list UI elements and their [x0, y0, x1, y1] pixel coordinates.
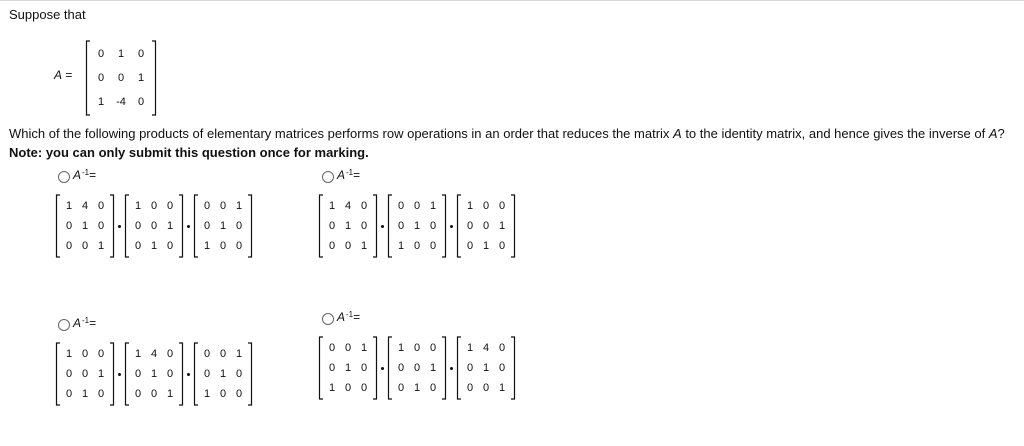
matrix-cell: 0: [235, 240, 243, 252]
matrix-cell: 1: [413, 382, 421, 394]
matrix-cell: 0: [344, 382, 352, 394]
matrix-cell: 0: [97, 48, 105, 60]
matrix-cell: 1: [203, 388, 211, 400]
option-4-label[interactable]: [322, 310, 360, 325]
option-label-var: A: [73, 168, 82, 182]
matrix-cell: 0: [482, 382, 490, 394]
matrix-cell: 0: [134, 368, 142, 380]
option-4-matrix-2: [387, 336, 447, 400]
matrix-cell: 1: [65, 348, 73, 360]
matrix-cell: 0: [65, 240, 73, 252]
matrix-cell: 0: [344, 342, 352, 354]
option-label-exponent: -1: [346, 168, 354, 177]
option-2-label[interactable]: [322, 168, 360, 183]
option-label-eq: =: [89, 316, 97, 330]
matrix-cell: 0: [429, 342, 437, 354]
option-label-eq: =: [89, 168, 97, 182]
matrix-cell: 1: [344, 220, 352, 232]
matrix-cell: 1: [81, 220, 89, 232]
matrix-cell: 0: [466, 382, 474, 394]
option-label-exponent: -1: [82, 168, 90, 177]
matrix-cell: 0: [360, 220, 368, 232]
question-part-3: ?: [997, 126, 1005, 141]
option-1-radio[interactable]: [58, 171, 70, 183]
matrix-cell: 0: [81, 240, 89, 252]
matrix-cell: 0: [413, 362, 421, 374]
matrix-cell: 0: [466, 240, 474, 252]
matrix-cell: 1: [219, 368, 227, 380]
option-label-exponent: -1: [346, 310, 354, 319]
option-3-matrix-2: [124, 342, 184, 406]
matrix-cell: 0: [81, 348, 89, 360]
matrix-cell: 0: [413, 342, 421, 354]
matrix-cell: 1: [498, 220, 506, 232]
matrix-cell: 0: [65, 388, 73, 400]
product-dot: [118, 373, 121, 376]
note-text: Note: you can only submit this question once for marking.: [9, 145, 369, 160]
matrix-cell: 1: [498, 382, 506, 394]
matrix-cell: 0: [413, 200, 421, 212]
matrix-cell: 1: [235, 200, 243, 212]
matrix-cell: 0: [117, 72, 125, 84]
matrix-cell: 1: [466, 342, 474, 354]
question-part-2: to the identity matrix, and hence gives the inverse of: [681, 126, 989, 141]
matrix-cell: 0: [203, 348, 211, 360]
option-1-matrix-2: [124, 194, 184, 258]
option-label-eq: =: [353, 168, 361, 182]
matrix-cell: 0: [498, 200, 506, 212]
matrix-cell: 1: [65, 200, 73, 212]
matrix-cell: 0: [360, 362, 368, 374]
product-dot: [381, 367, 384, 370]
matrix-cell: 1: [166, 220, 174, 232]
matrix-cell: 0: [328, 240, 336, 252]
matrix-cell: 0: [150, 200, 158, 212]
matrix-cell: 0: [413, 240, 421, 252]
product-dot: [118, 225, 121, 228]
option-3-label[interactable]: [58, 316, 96, 331]
product-dot: [450, 367, 453, 370]
matrix-a-label: [54, 68, 72, 82]
option-1-label[interactable]: [58, 168, 96, 183]
matrix-cell: 0: [219, 388, 227, 400]
matrix-cell: 1: [482, 362, 490, 374]
matrix-cell: 1: [166, 388, 174, 400]
matrix-cell: 0: [397, 200, 405, 212]
matrix-cell: 1: [344, 362, 352, 374]
matrix-cell: 0: [498, 362, 506, 374]
matrix-cell: 1: [117, 48, 125, 60]
matrix-cell: 0: [203, 220, 211, 232]
option-label-var: A: [337, 310, 346, 324]
question-var-a2: A: [988, 126, 998, 141]
matrix-cell: 0: [360, 382, 368, 394]
question-var-a: A: [673, 126, 682, 141]
matrix-cell: 0: [203, 200, 211, 212]
matrix-cell: 0: [466, 362, 474, 374]
matrix-cell: 1: [134, 348, 142, 360]
matrix-cell: 0: [235, 220, 243, 232]
question-part-1: Which of the following products of elementary matrices performs row operations in an order that reduces the matrix: [9, 126, 674, 141]
matrix-cell: 0: [397, 362, 405, 374]
product-dot: [381, 225, 384, 228]
option-2-radio[interactable]: [322, 171, 334, 183]
option-label-var: A: [337, 168, 346, 182]
matrix-cell: 1: [328, 382, 336, 394]
matrix-cell: 1: [97, 368, 105, 380]
matrix-cell: 0: [397, 382, 405, 394]
matrix-cell: 0: [97, 220, 105, 232]
matrix-cell: 0: [328, 342, 336, 354]
matrix-cell: 1: [150, 240, 158, 252]
question-text: [9, 126, 1005, 141]
matrix-cell: 4: [482, 342, 490, 354]
matrix-cell: 0: [166, 200, 174, 212]
matrix-cell: 1: [360, 342, 368, 354]
option-4-radio[interactable]: [322, 313, 334, 325]
matrix-cell: 0: [203, 368, 211, 380]
matrix-cell: 0: [235, 368, 243, 380]
option-label-var: A: [73, 316, 82, 330]
matrix-cell: 0: [219, 348, 227, 360]
option-2-matrix-3: [456, 194, 516, 258]
matrix-cell: 0: [219, 240, 227, 252]
option-3-matrix-3: [193, 342, 253, 406]
matrix-cell: 0: [97, 348, 105, 360]
matrix-cell: 0: [134, 220, 142, 232]
matrix-cell: 4: [81, 200, 89, 212]
matrix-cell: 0: [466, 220, 474, 232]
matrix-cell: 0: [65, 220, 73, 232]
matrix-cell: 0: [429, 240, 437, 252]
matrix-cell: 1: [429, 362, 437, 374]
matrix-cell: 0: [65, 368, 73, 380]
matrix-cell: 0: [344, 240, 352, 252]
matrix-cell: 1: [203, 240, 211, 252]
matrix-cell: 0: [137, 48, 145, 60]
option-2-matrix-2: [387, 194, 447, 258]
matrix-cell: 4: [150, 348, 158, 360]
matrix-cell: 0: [166, 240, 174, 252]
matrix-cell: 1: [150, 368, 158, 380]
matrix-cell: 0: [482, 200, 490, 212]
matrix-cell: 1: [413, 220, 421, 232]
matrix-a-var: A: [54, 68, 63, 82]
matrix-a-grid: [85, 40, 157, 116]
matrix-cell: 0: [429, 382, 437, 394]
option-1-matrix-3: [193, 194, 253, 258]
matrix-cell: 1: [137, 72, 145, 84]
matrix-a-eq: =: [62, 68, 73, 82]
matrix-cell: 0: [328, 362, 336, 374]
matrix-cell: 1: [328, 200, 336, 212]
option-4-matrix-3: [456, 336, 516, 400]
option-4-matrix-1: [318, 336, 378, 400]
matrix-cell: 1: [134, 200, 142, 212]
matrix-cell: 4: [344, 200, 352, 212]
matrix-cell: 0: [219, 200, 227, 212]
matrix-cell: 0: [166, 368, 174, 380]
matrix-cell: 0: [397, 220, 405, 232]
matrix-cell: 1: [482, 240, 490, 252]
matrix-cell: 0: [134, 388, 142, 400]
matrix-cell: 0: [134, 240, 142, 252]
matrix-cell: 0: [97, 72, 105, 84]
matrix-cell: 0: [498, 342, 506, 354]
matrix-cell: 1: [397, 240, 405, 252]
matrix-cell: 1: [97, 96, 105, 108]
matrix-cell: 1: [81, 388, 89, 400]
product-dot: [187, 225, 190, 228]
option-3-matrix-1: [55, 342, 115, 406]
option-label-eq: =: [353, 310, 361, 324]
matrix-cell: 1: [397, 342, 405, 354]
matrix-cell: 0: [360, 200, 368, 212]
matrix-cell: 1: [466, 200, 474, 212]
option-1-matrix-1: [55, 194, 115, 258]
matrix-cell: 1: [97, 240, 105, 252]
intro-text: Suppose that: [9, 7, 86, 22]
matrix-cell: 0: [97, 388, 105, 400]
matrix-cell: 0: [150, 388, 158, 400]
matrix-cell: 0: [482, 220, 490, 232]
matrix-cell: 0: [150, 220, 158, 232]
matrix-cell: -4: [116, 96, 126, 108]
matrix-cell: 0: [166, 348, 174, 360]
matrix-cell: 0: [235, 388, 243, 400]
option-2-matrix-1: [318, 194, 378, 258]
option-label-exponent: -1: [82, 316, 90, 325]
product-dot: [187, 373, 190, 376]
matrix-cell: 0: [328, 220, 336, 232]
top-divider: [0, 0, 1024, 1]
product-dot: [450, 225, 453, 228]
option-3-radio[interactable]: [58, 319, 70, 331]
matrix-cell: 0: [97, 200, 105, 212]
matrix-cell: 1: [429, 200, 437, 212]
matrix-cell: 0: [429, 220, 437, 232]
matrix-cell: 0: [137, 96, 145, 108]
matrix-cell: 1: [219, 220, 227, 232]
matrix-cell: 1: [360, 240, 368, 252]
matrix-cell: 0: [81, 368, 89, 380]
matrix-cell: 1: [235, 348, 243, 360]
matrix-cell: 0: [498, 240, 506, 252]
